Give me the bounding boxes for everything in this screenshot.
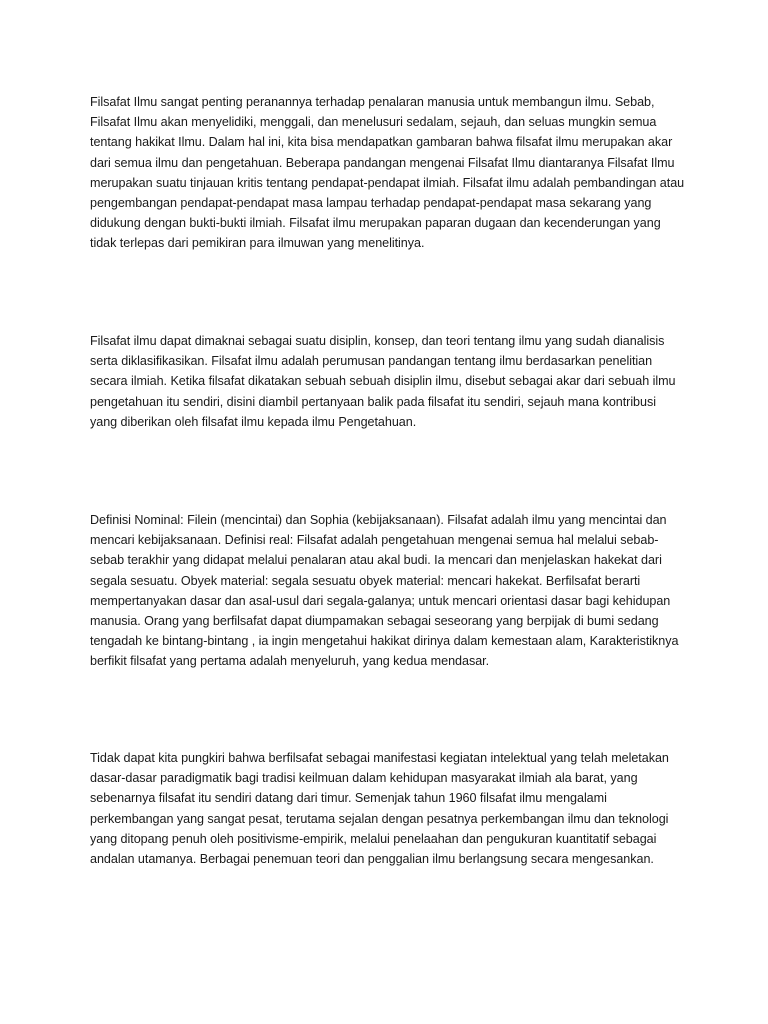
paragraph-berfilsafat-manifestasi: Tidak dapat kita pungkiri bahwa berfilsafat sebagai manifestasi kegiatan intelektual yang telah meletakan dasar-dasar paradigmatik bagi tradisi keilmuan dalam kehidupan masyarakat ilmiah ala barat, yang sebenarnya filsafat itu sendiri datang dari timur. Semenjak tahun 1960 filsafat ilmu mengalami perkembangan yang sangat pesat, terutama sejalan dengan pesatnya perkembangan ilmu dan teknologi yang ditopang penuh oleh positivisme-empirik, melalui penelaahan dan pengukuran kuantitatif sebagai andalan utamanya. Berbagai penemuan teori dan penggalian ilmu berlangsung secara mengesankan. — [90, 751, 669, 867]
paragraph-filsafat-ilmu-peranan: Filsafat Ilmu sangat penting peranannya terhadap penalaran manusia untuk membangun ilmu. Sebab, Filsafat Ilmu akan menyelidiki, menggali, dan menelusuri sedalam, sejauh, dan seluas mungkin semua tentang hakikat Ilmu. Dalam hal ini, kita bisa mendapatkan gambaran bahwa filsafat ilmu merupakan akar dari semua ilmu dan pengetahuan. Beberapa pandangan mengenai Filsafat Ilmu diantaranya Filsafat Ilmu merupakan suatu tinjauan kritis tentang pendapat-pendapat ilmiah. Filsafat ilmu adalah pembandingan atau pengembangan pendapat-pendapat masa lampau terhadap pendapat-pendapat masa sekarang yang didukung dengan bukti-bukti ilmiah. Filsafat ilmu merupakan paparan dugaan dan kecenderungan yang tidak terlepas dari pemikiran para ilmuwan yang menelitinya. — [90, 95, 685, 251]
paragraph-definisi-nominal: Definisi Nominal: Filein (mencintai) dan Sophia (kebijaksanaan). Filsafat adalah ilmu yang mencintai dan mencari kebijaksanaan. Definisi real: Filsafat adalah pengetahuan mengenai semua hal melalui sebab-sebab terakhir yang didapat melalui penalaran atau akal budi. Ia mencari dan menjelaskan hakekat dari segala sesuatu. Obyek material: segala sesuatu obyek material: mencari hakekat. Berfilsafat berarti mempertanyakan dasar dan asal-usul dari segala-galanya; untuk mencari orientasi dasar bagi kehidupan manusia. Orang yang berfilsafat dapat diumpamakan sebagai seseorang yang berpijak di bumi sedang tengadah ke bintang-bintang , ia ingin mengetahui hakikat dirinya dalam kemestaan alam, Karakteristiknya berfikit filsafat yang pertama adalah menyeluruh, yang kedua mendasar. — [90, 513, 679, 669]
paragraph-filsafat-ilmu-makna: Filsafat ilmu dapat dimaknai sebagai suatu disiplin, konsep, dan teori tentang ilmu yang sudah dianalisis serta diklasifikasikan. Filsafat ilmu adalah perumusan pandangan tentang ilmu berdasarkan penelitian secara ilmiah. Ketika filsafat dikatakan sebuah sebuah disiplin ilmu, disebut sebagai akar dari sebuah ilmu pengetahuan itu sendiri, disini diambil pertanyaan balik pada filsafat itu sendiri, sejauh mana kontribusi yang diberikan oleh filsafat ilmu kepada ilmu Pengetahuan. — [90, 334, 676, 429]
